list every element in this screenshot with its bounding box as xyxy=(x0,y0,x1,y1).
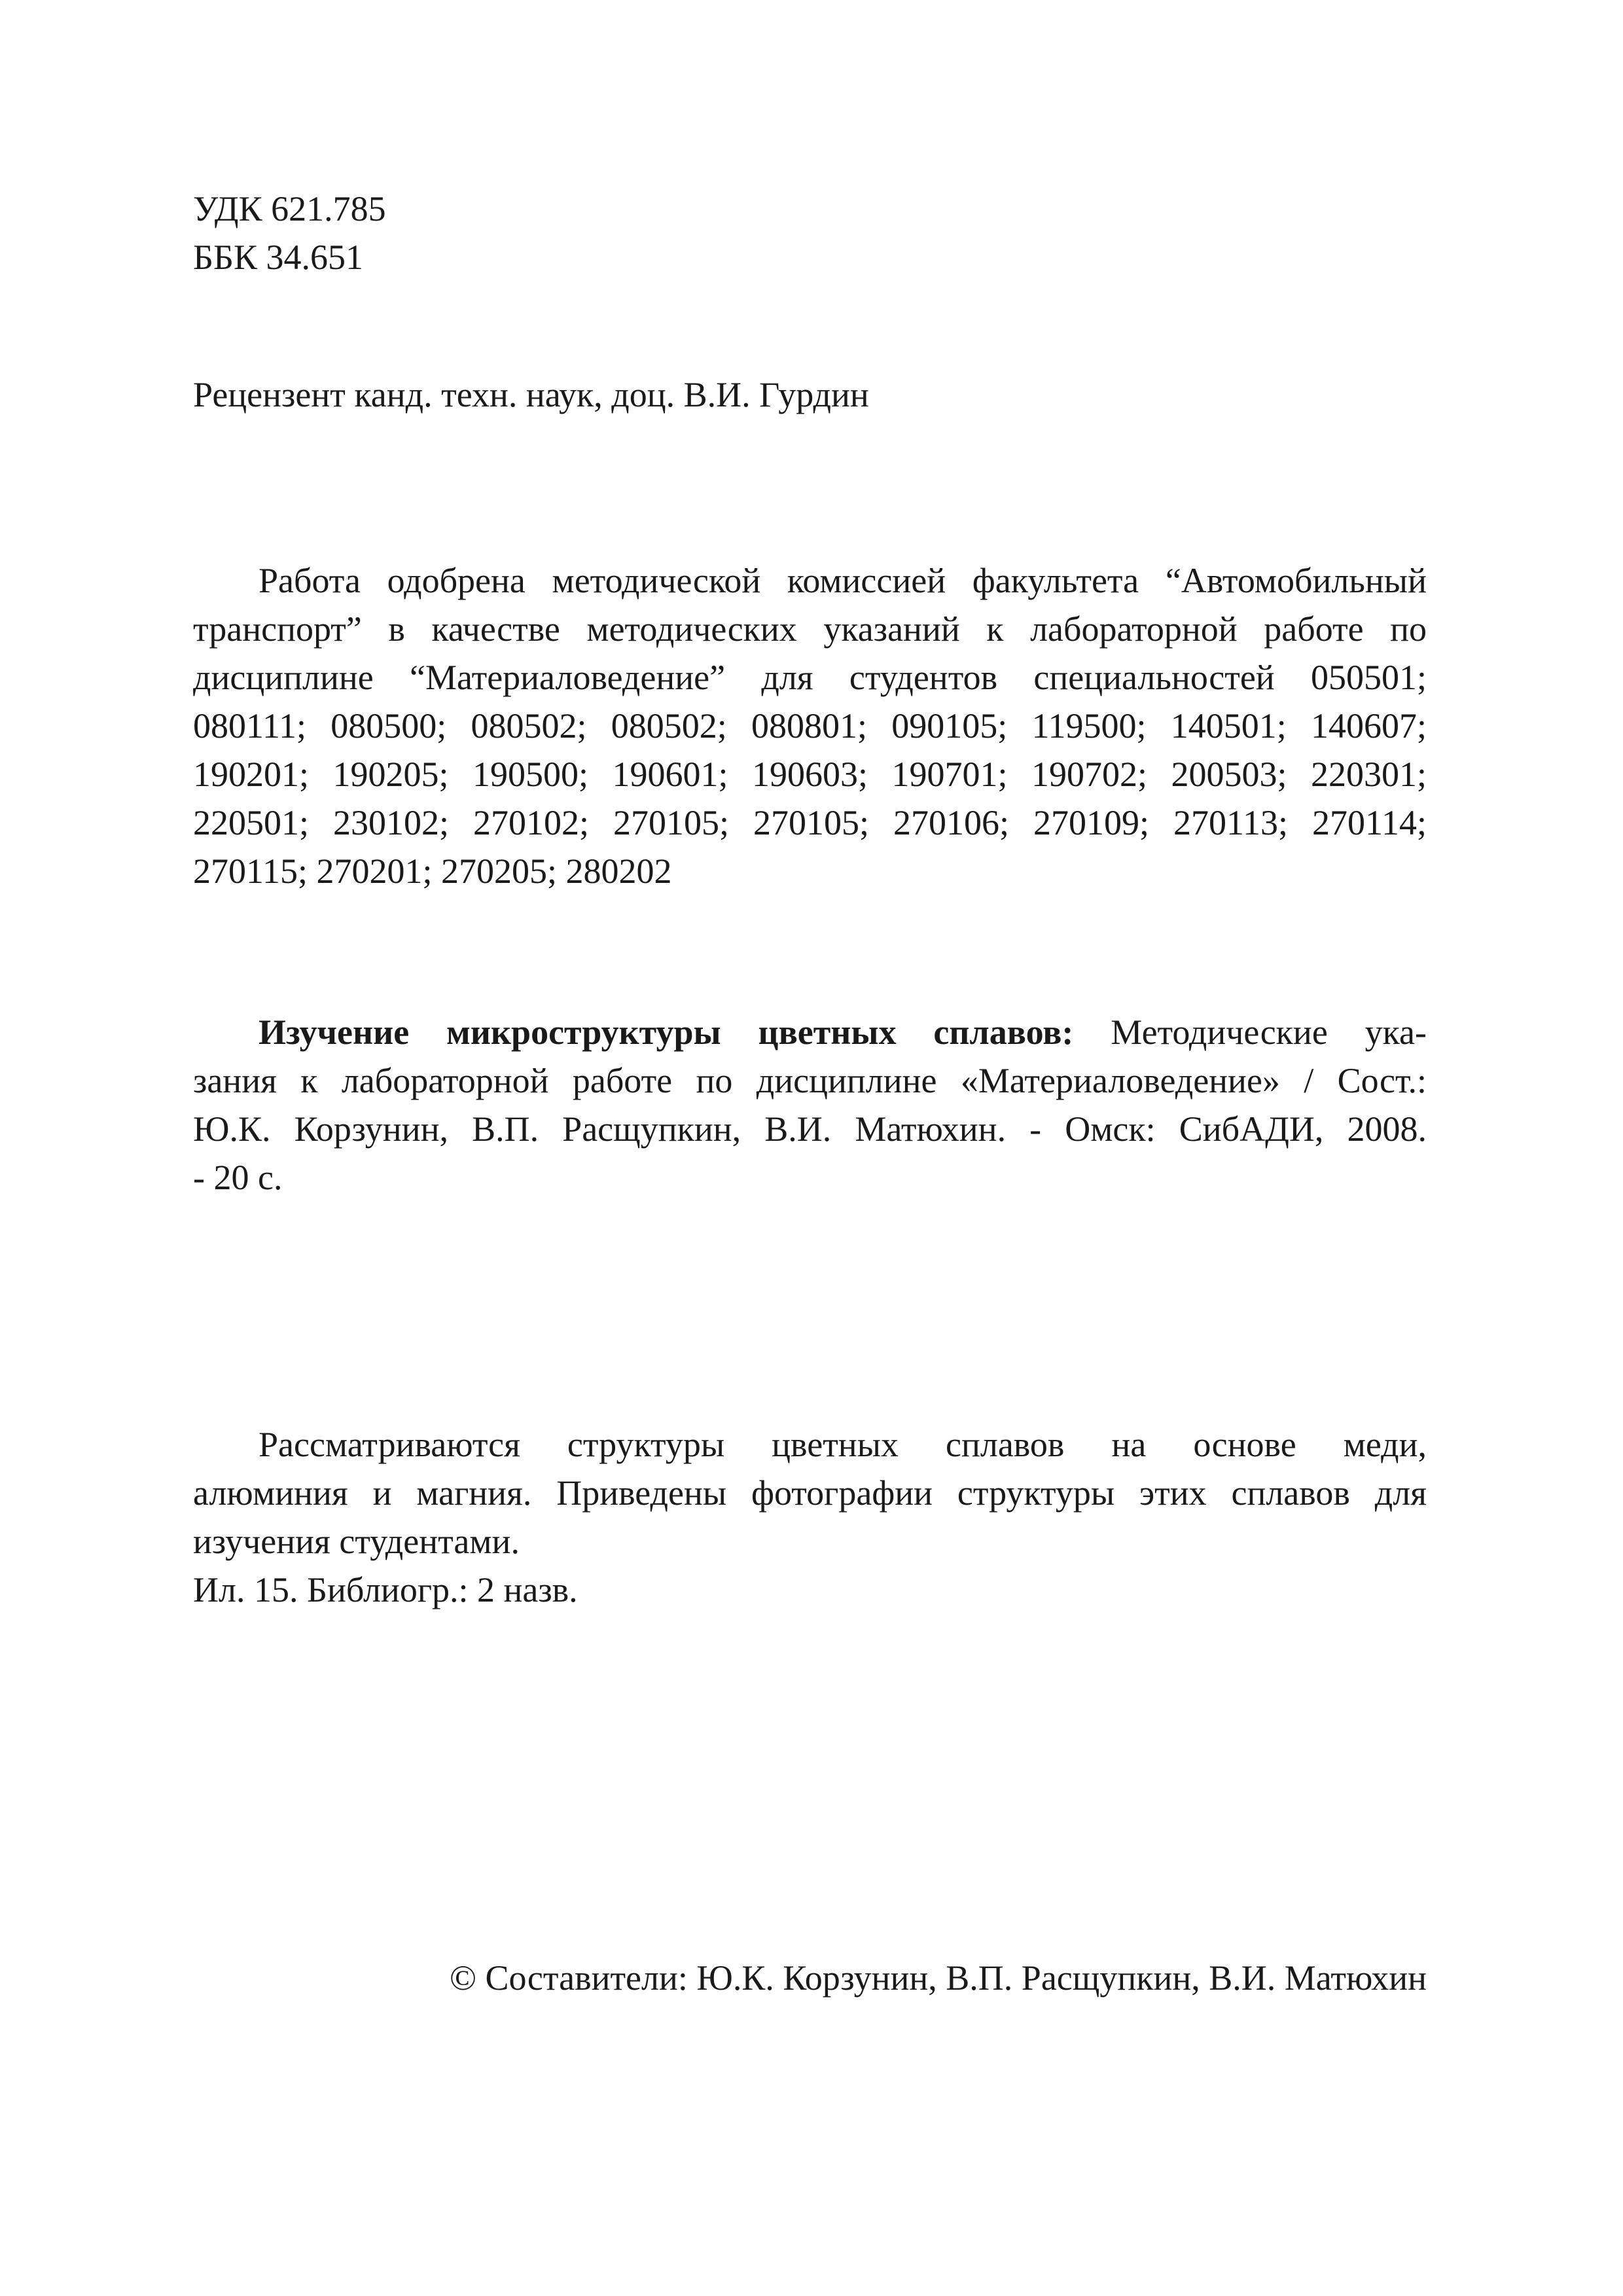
illustrations-note: Ил. 15. Библиогр.: 2 назв. xyxy=(193,1570,578,1609)
bibliographic-line: Ю.К. Корзунин, В.П. Расщупкин, В.И. Матюхин. - Омск: СибАДИ, 2008. xyxy=(193,1109,1427,1149)
book-title: Изучение микроструктуры цветных сплавов: xyxy=(259,1013,1074,1052)
bibliographic-line: - 20 с. xyxy=(193,1158,283,1197)
annotation xyxy=(193,1420,1427,1614)
annotation-line: Рассматриваются структуры цветных сплавов на основе меди, xyxy=(259,1425,1427,1464)
reviewer xyxy=(193,370,1427,419)
approval-line: Работа одобрена методической комиссией факультета “Автомобильный xyxy=(259,561,1427,600)
bibliographic-first-line-rest: Методические ука- xyxy=(1111,1013,1427,1052)
approval-line: 270115; 270201; 270205; 280202 xyxy=(193,852,672,891)
approval-line: 190201; 190205; 190500; 190601; 190603; 190701; 190702; 200503; 220301; xyxy=(193,755,1427,794)
approval-line: 080111; 080500; 080502; 080502; 080801; 090105; 119500; 140501; 140607; xyxy=(193,706,1427,745)
classification-codes xyxy=(193,185,1427,281)
annotation-line: изучения студентами. xyxy=(193,1522,520,1561)
approval-line: транспорт” в качестве методических указаний к лабораторной работе по xyxy=(193,609,1427,649)
annotation-line: алюминия и магния. Приведены фотографии структуры этих сплавов для xyxy=(193,1473,1427,1513)
bibliographic-first-line xyxy=(193,1008,1427,1056)
copyright-line xyxy=(193,1954,1427,2002)
bbk-code: ББК 34.651 xyxy=(193,238,364,277)
bibliographic-line: зания к лабораторной работе по дисциплине «Материаловедение» / Сост.: xyxy=(193,1061,1427,1100)
udk-code: УДК 621.785 xyxy=(193,189,386,228)
copyright-text: © Составители: Ю.К. Корзунин, В.П. Расщупкин, В.И. Матюхин xyxy=(449,1958,1427,1998)
reviewer-text: Рецензент канд. техн. наук, доц. В.И. Гурдин xyxy=(193,375,869,414)
bibliographic-description xyxy=(193,1008,1427,1202)
approval-line: дисциплине “Материаловедение” для студентов специальностей 050501; xyxy=(193,658,1427,697)
approval-paragraph xyxy=(193,556,1427,895)
approval-line: 220501; 230102; 270102; 270105; 270105; 270106; 270109; 270113; 270114; xyxy=(193,803,1427,842)
